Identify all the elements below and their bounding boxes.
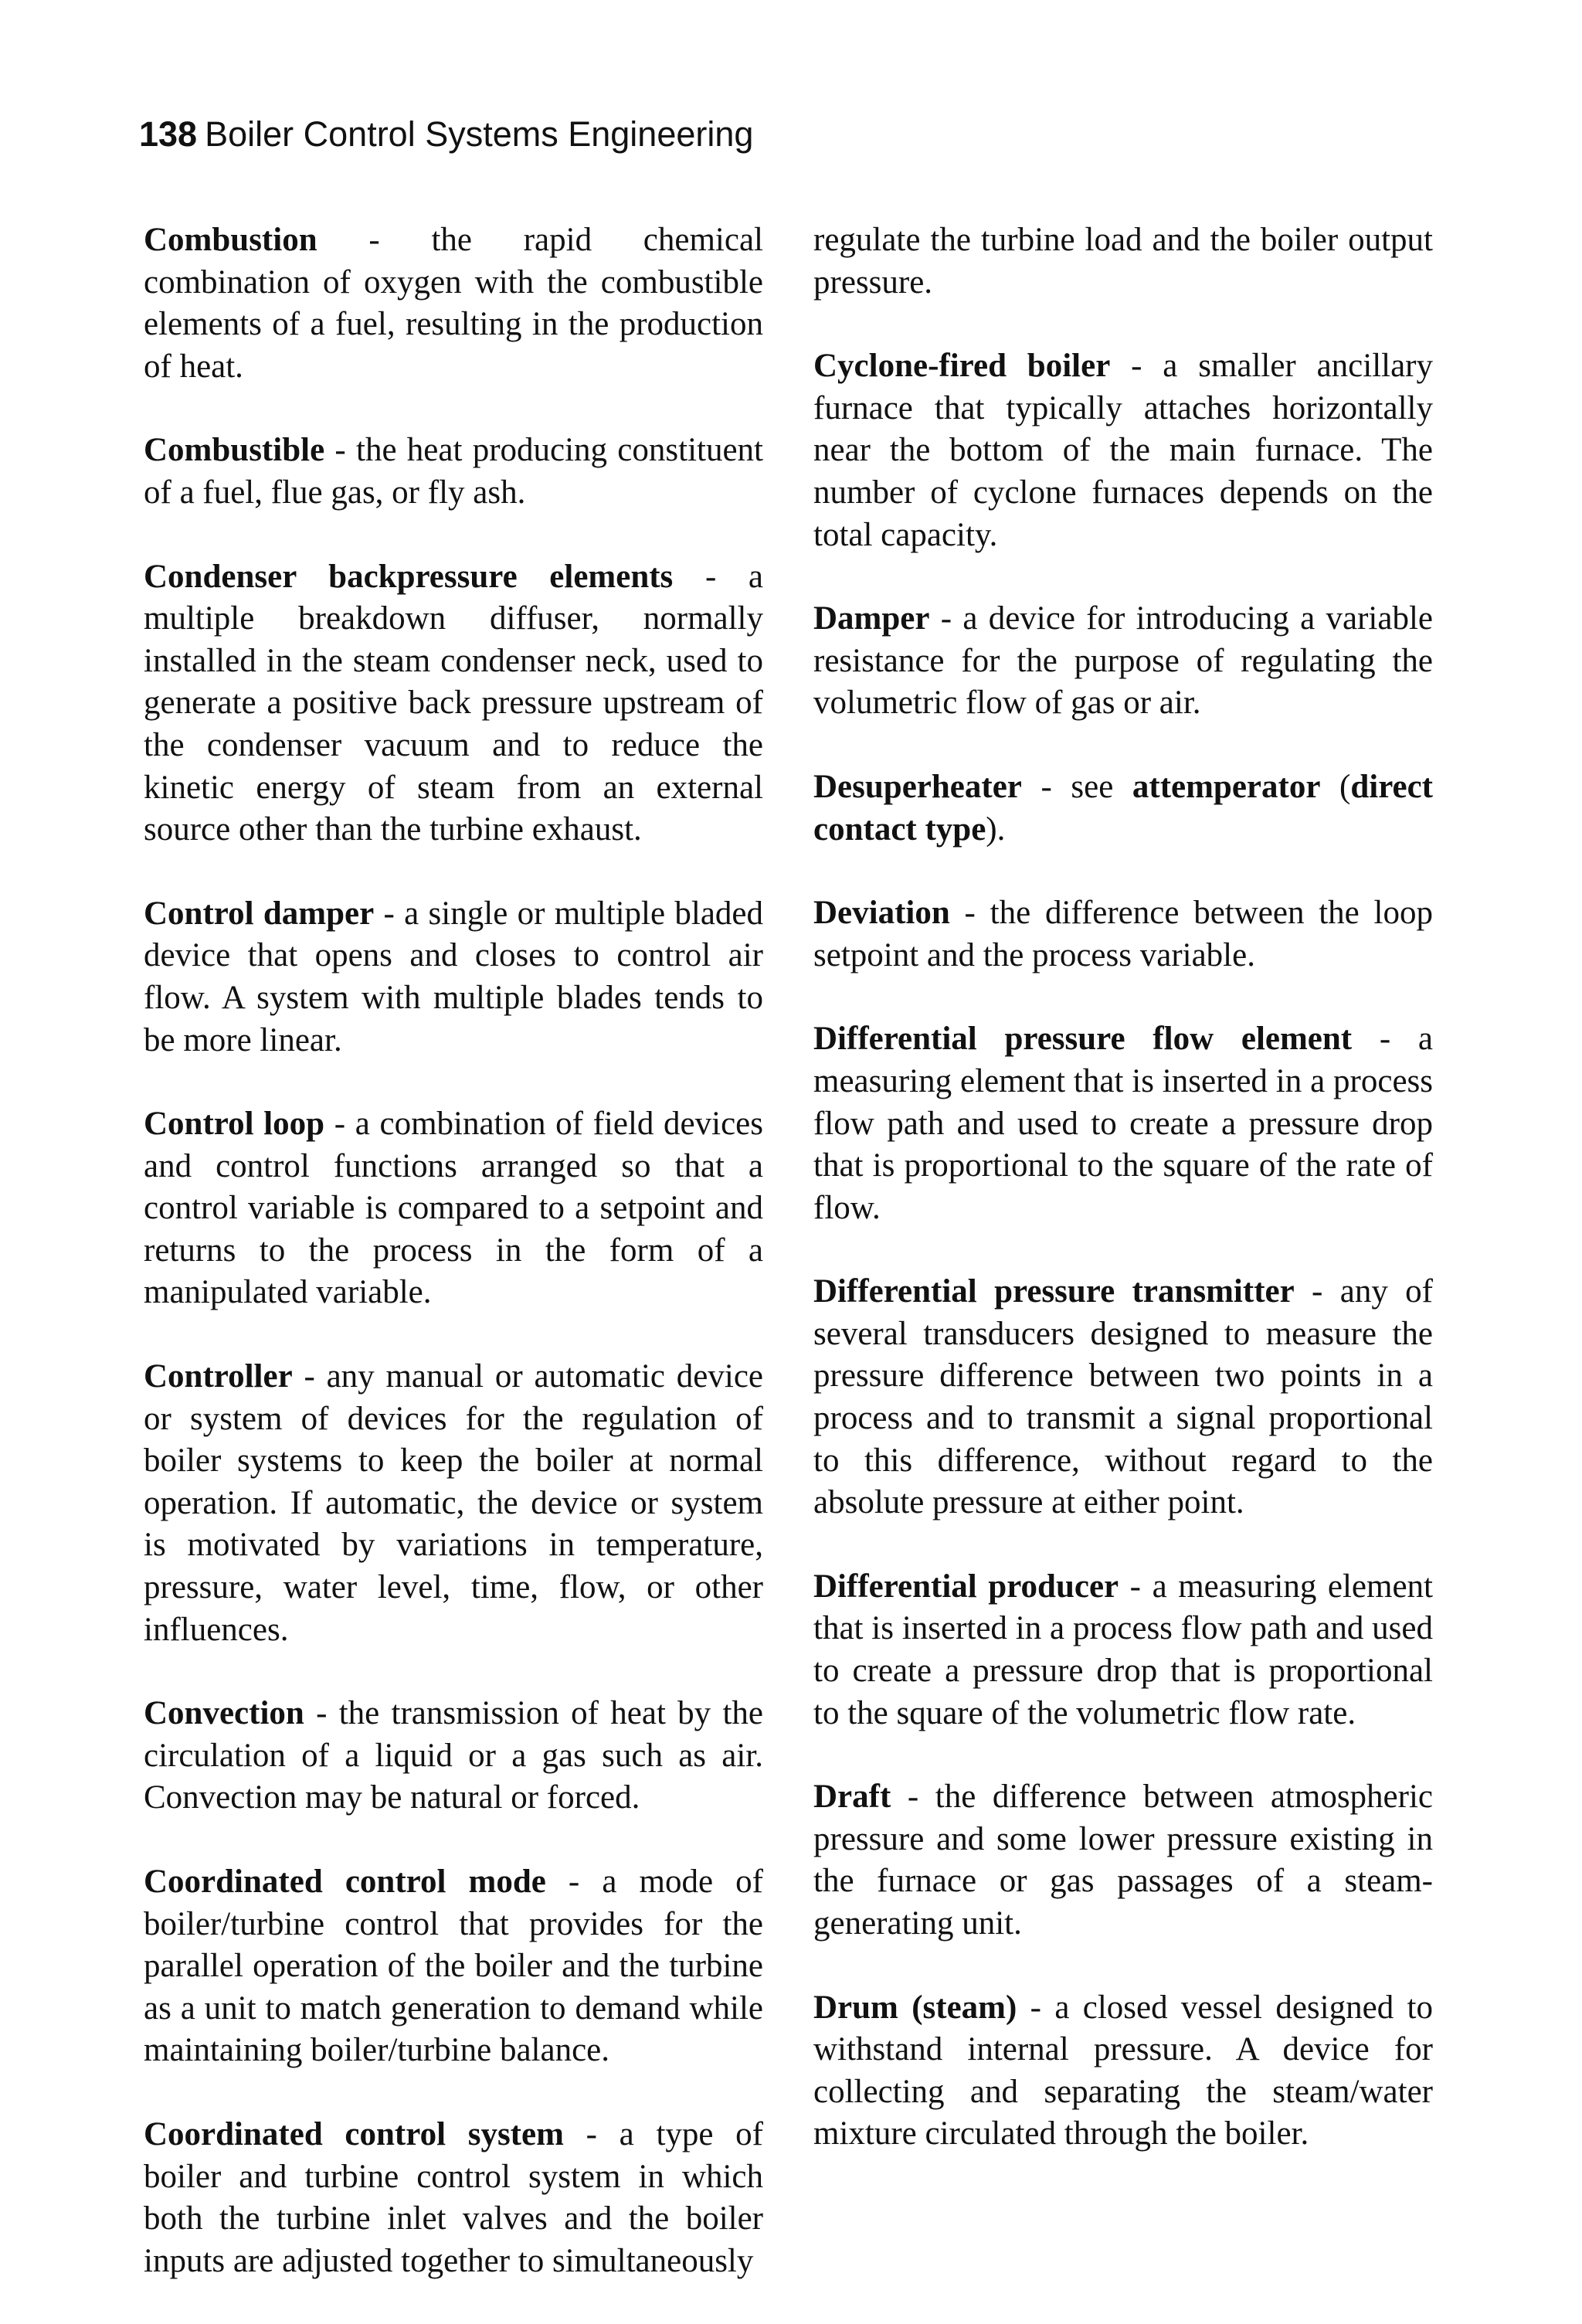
entry-term: Cyclone-fired boiler bbox=[813, 348, 1111, 385]
entry-definition: the heat producing constituent of a fuel, flue gas, or fly ash. bbox=[144, 432, 763, 511]
entry-term: Control damper bbox=[144, 895, 375, 932]
entry-separator: - bbox=[1119, 1568, 1153, 1605]
entry-term: Controller bbox=[144, 1358, 293, 1395]
entry-separator: - bbox=[1294, 1273, 1340, 1310]
glossary-entry-differential-pressure-transmitter bbox=[813, 1271, 1433, 1524]
entry-see-text: see bbox=[1071, 768, 1132, 805]
entry-definition: a multiple breakdown diffuser, normally installed in the steam condenser neck, used to generate a positive back pressure upstream of the condenser vacuum and to reduce the kinetic energy of steam from an external source other than the turbine exhaust. bbox=[144, 558, 763, 848]
entry-separator: - bbox=[949, 895, 990, 932]
entry-definition: any of several transducers designed to measure the pressure difference between two points in a process and to transmit a signal proportional to this difference, without regard to the absolute pressure at either point. bbox=[813, 1273, 1433, 1521]
entry-definition: the difference between atmospheric pressure and some lower pressure existing in the furnace or gas passages of a steam-generating unit. bbox=[813, 1779, 1433, 1942]
glossary-entry-combustion bbox=[144, 219, 763, 388]
entry-term: Differential pressure flow element bbox=[813, 1021, 1353, 1058]
entry-definition: a mode of boiler/turbine control that provides for the parallel operation of the boiler and the turbine as a unit to match generation to demand while maintaining boiler/turbine balance. bbox=[144, 1864, 763, 2069]
glossary-entry-controller bbox=[144, 1356, 763, 1651]
entry-term: Differential pressure transmitter bbox=[813, 1273, 1295, 1310]
glossary-entry-deviation bbox=[813, 892, 1433, 977]
right-column bbox=[813, 219, 1433, 2197]
glossary-entry-cyclone-fired-boiler bbox=[813, 345, 1433, 556]
glossary-entry-desuperheater bbox=[813, 766, 1433, 851]
entry-term: Coordinated control system bbox=[144, 2115, 564, 2152]
entry-definition: a closed vessel designed to withstand internal pressure. A device for collecting and separating the steam/water mixture circulated through the boiler. bbox=[813, 1989, 1433, 2152]
page-header bbox=[139, 113, 753, 156]
entry-definition: a single or multiple bladed device that opens and closes to control air flow. A system with multiple blades tends to be more linear. bbox=[144, 895, 763, 1058]
entry-definition: regulate the turbine load and the boiler output pressure. bbox=[813, 222, 1433, 301]
entry-definition: the transmission of heat by the circulation of a liquid or a gas such as air. Convection may be natural or forced. bbox=[144, 1695, 763, 1816]
entry-separator: - bbox=[292, 1358, 327, 1395]
entry-term: Deviation bbox=[813, 895, 950, 932]
glossary-entry-coordinated-control-system bbox=[144, 2114, 763, 2282]
glossary-entry-draft bbox=[813, 1776, 1433, 1945]
entry-definition: a smaller ancillary furnace that typically attaches horizontally near the bottom of the main furnace. The number of cyclone furnaces depends on the total capacity. bbox=[813, 348, 1433, 553]
entry-term: Draft bbox=[813, 1779, 891, 1816]
entry-term: Coordinated control mode bbox=[144, 1864, 546, 1900]
cross-reference-direct-contact-type: direct contact type bbox=[813, 768, 1433, 848]
entry-separator: - bbox=[1110, 348, 1163, 385]
entry-separator: - bbox=[324, 432, 357, 469]
entry-separator: - bbox=[317, 222, 432, 258]
entry-separator: - bbox=[324, 1106, 355, 1143]
entry-separator: - bbox=[929, 600, 963, 637]
glossary-entry-combustible bbox=[144, 430, 763, 514]
entry-definition: a measuring element that is inserted in a process flow path and used to create a pressure drop that is proportional to the square of the volumetric flow rate. bbox=[813, 1568, 1433, 1731]
paren-close: ). bbox=[986, 810, 1006, 848]
entry-separator: - bbox=[1021, 768, 1071, 805]
entry-definition: a type of boiler and turbine control system in which both the turbine inlet valves and the boiler inputs are adjusted together to simultaneously bbox=[144, 2115, 763, 2279]
entry-term: Desuperheater bbox=[813, 768, 1022, 805]
entry-term: Drum (steam) bbox=[813, 1989, 1017, 2026]
entry-term: Convection bbox=[144, 1695, 304, 1732]
entry-term: Differential producer bbox=[813, 1568, 1119, 1605]
entry-term: Damper bbox=[813, 600, 930, 637]
glossary-entry-damper bbox=[813, 598, 1433, 725]
entry-separator: - bbox=[545, 1864, 603, 1900]
glossary-entry-control-damper bbox=[144, 893, 763, 1062]
entry-definition: the rapid chemical combination of oxygen with the combustible elements of a fuel, resulting in the production of heat. bbox=[144, 222, 763, 385]
entry-separator: - bbox=[1017, 1989, 1055, 2026]
cross-reference-attemperator: attemperator bbox=[1132, 768, 1321, 805]
glossary-entry-continuation bbox=[813, 219, 1433, 304]
entry-separator: - bbox=[563, 2115, 620, 2152]
entry-definition: a device for introducing a variable resistance for the purpose of regulating the volumetric flow of gas or air. bbox=[813, 600, 1433, 722]
entry-separator: - bbox=[891, 1779, 935, 1816]
entry-term: Combustible bbox=[144, 432, 325, 469]
glossary-entry-convection bbox=[144, 1693, 763, 1819]
entry-separator: - bbox=[673, 558, 749, 595]
paren-open: ( bbox=[1320, 768, 1351, 805]
book-title: Boiler Control Systems Engineering bbox=[205, 114, 754, 154]
glossary-entry-differential-pressure-flow-element bbox=[813, 1018, 1433, 1229]
entry-definition: the difference between the loop setpoint and the process variable. bbox=[813, 895, 1433, 973]
entry-definition: a combination of field devices and control functions arranged so that a control variable is compared to a setpoint and returns to the process in the form of a manipulated variable. bbox=[144, 1106, 763, 1311]
entry-term: Control loop bbox=[144, 1106, 325, 1143]
glossary-entry-control-loop bbox=[144, 1103, 763, 1314]
entry-term: Combustion bbox=[144, 222, 317, 258]
glossary-entry-condenser-backpressure-elements bbox=[144, 556, 763, 851]
entry-term: Condenser backpressure elements bbox=[144, 558, 674, 595]
entry-definition: a measuring element that is inserted in a process flow path and used to create a pressure drop that is proportional to the square of the rate of flow. bbox=[813, 1021, 1433, 1226]
entry-separator: - bbox=[374, 895, 405, 932]
entry-separator: - bbox=[1352, 1021, 1418, 1058]
glossary-entry-drum-steam bbox=[813, 1987, 1433, 2156]
entry-separator: - bbox=[304, 1695, 339, 1732]
glossary-entry-coordinated-control-mode bbox=[144, 1861, 763, 2072]
page-number: 138 bbox=[139, 114, 198, 154]
left-column bbox=[144, 219, 763, 2324]
glossary-entry-differential-producer bbox=[813, 1566, 1433, 1735]
entry-definition: any manual or automatic device or system of devices for the regulation of boiler systems to keep the boiler at normal operation. If automatic, the device or system is motivated by variations in temperature, pressure, water level, time, flow, or other influences. bbox=[144, 1358, 763, 1648]
